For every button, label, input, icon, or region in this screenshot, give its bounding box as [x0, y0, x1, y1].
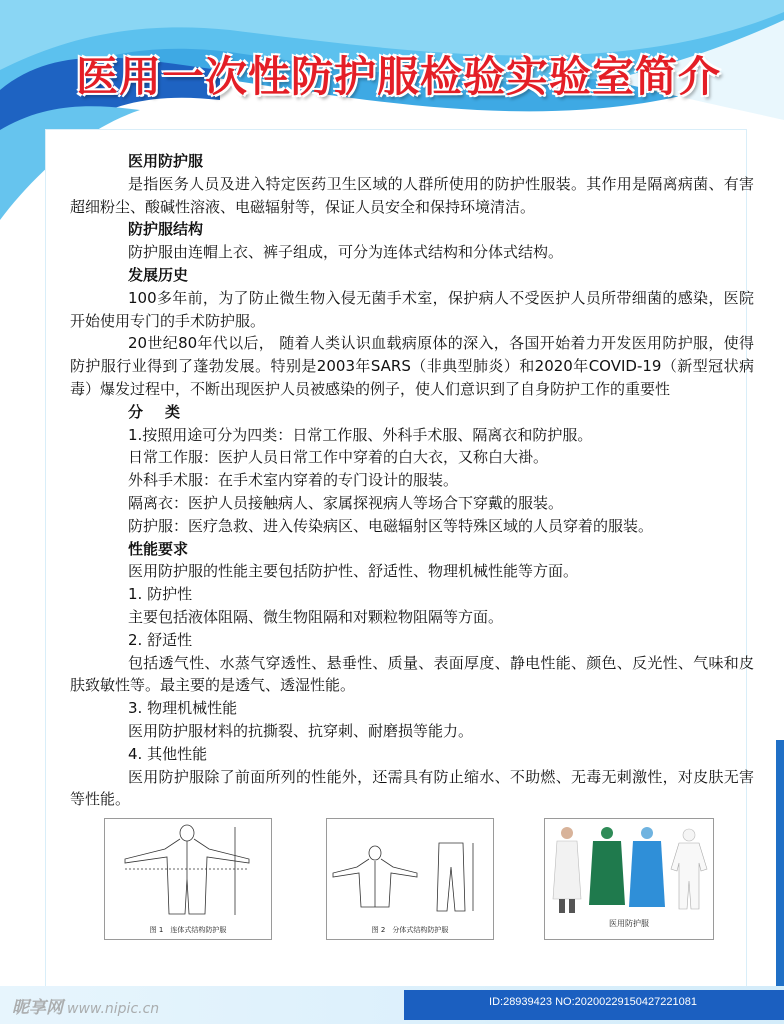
figure-caption: 图 1 连体式结构防护服: [149, 926, 227, 934]
green-gown-figure: [589, 827, 625, 905]
page-title: 医用一次性防护服检验实验室简介: [76, 52, 722, 101]
list-item: 隔离衣：医护人员接触病人、家属探视病人等场合下穿戴的服装。: [128, 493, 564, 512]
list-item: 外科手术服：在手术室内穿着的专门设计的服装。: [128, 471, 459, 490]
figure-two-piece-diagram: [326, 818, 494, 940]
list-item: 医用防护服的性能主要包括防护性、舒适性、物理机械性能等方面。: [128, 562, 579, 581]
list-item: 2. 舒适性: [128, 630, 193, 649]
figure-caption: 图 2 分体式结构防护服: [371, 926, 449, 934]
paragraph: 防护服由连帽上衣、裤子组成，可分为连体式结构和分体式结构。: [128, 243, 564, 262]
list-item: 医用防护服材料的抗撕裂、抗穿刺、耐磨损等能力。: [128, 721, 474, 740]
paragraph: 包括透气性、水蒸气穿透性、悬垂性、质量、表面厚度、静电性能、颜色、反光性、气味和皮肤致敏性等。最主要的是透气、透湿性能。: [70, 653, 754, 695]
section-heading: 发展历史: [128, 265, 189, 284]
list-item: 主要包括液体阻隔、微生物阻隔和对颗粒物阻隔等方面。: [128, 607, 504, 626]
heading-char: 类: [165, 402, 181, 421]
list-item: 1. 防护性: [128, 585, 193, 604]
figure-coverall-diagram: [104, 818, 272, 940]
list-item: 4. 其他性能: [128, 744, 208, 763]
figure-caption: 医用防护服: [609, 919, 649, 928]
list-item: 日常工作服：医护人员日常工作中穿着的白大衣，又称白大褂。: [128, 448, 549, 467]
paragraph: 20世纪80年代以后， 随着人类认识血载病原体的深入，各国开始着力开发医用防护服，使得防护服行业得到了蓬勃发展。特别是2003年SARS（非典型肺炎）和2020年COVID-19（新型冠状病毒）爆发过程中，不断出现医护人员被感染的例子，使人们意识到了自身防护工作的重要性: [70, 334, 754, 398]
list-item: 防护服：医疗急救、进入传染病区、电磁辐射区等特殊区域的人员穿着的服装。: [128, 516, 654, 535]
image-id-text: ID:28939423 NO:20200229150427221081: [489, 996, 697, 1008]
list-item: 3. 物理机械性能: [128, 699, 238, 718]
article-body: [70, 150, 754, 811]
section-heading: 性能要求: [128, 539, 189, 558]
two-piece-drawing: [327, 819, 492, 929]
paragraph: 是指医务人员及进入特定医药卫生区域的人群所使用的防护性服装。其作用是隔离病菌、有害超细粉尘、酸碱性溶液、电磁辐射等，保证人员安全和保持环境清洁。: [70, 174, 754, 216]
blue-gown-figure: [629, 827, 665, 907]
clothing-photo-set: [545, 819, 712, 919]
paragraph: 医用防护服除了前面所列的性能外，还需具有防止缩水、不助燃、无毒无刺激性，对皮肤无害等性能。: [70, 767, 754, 809]
section-heading-classification: [70, 401, 754, 424]
figure-row: [0, 818, 784, 943]
section-heading: 防护服结构: [128, 220, 204, 239]
paragraph: 100多年前，为了防止微生物入侵无菌手术室，保护病人不受医护人员所带细菌的感染，医院开始使用专门的手术防护服。: [70, 288, 754, 330]
coverall-drawing: [105, 819, 270, 929]
watermark-url: www.nipic.cn: [67, 1001, 160, 1017]
white-coat-figure: [553, 827, 581, 913]
section-heading: 医用防护服: [128, 152, 204, 170]
watermark-logo: 昵享网: [12, 998, 63, 1018]
figure-protective-clothing-photos: [544, 818, 714, 940]
watermark: [12, 993, 159, 1018]
white-coverall-figure: [671, 829, 707, 909]
heading-char: 分: [128, 402, 144, 421]
list-item: 1.按照用途可分为四类：日常工作服、外科手术服、隔离衣和防护服。: [128, 425, 593, 444]
